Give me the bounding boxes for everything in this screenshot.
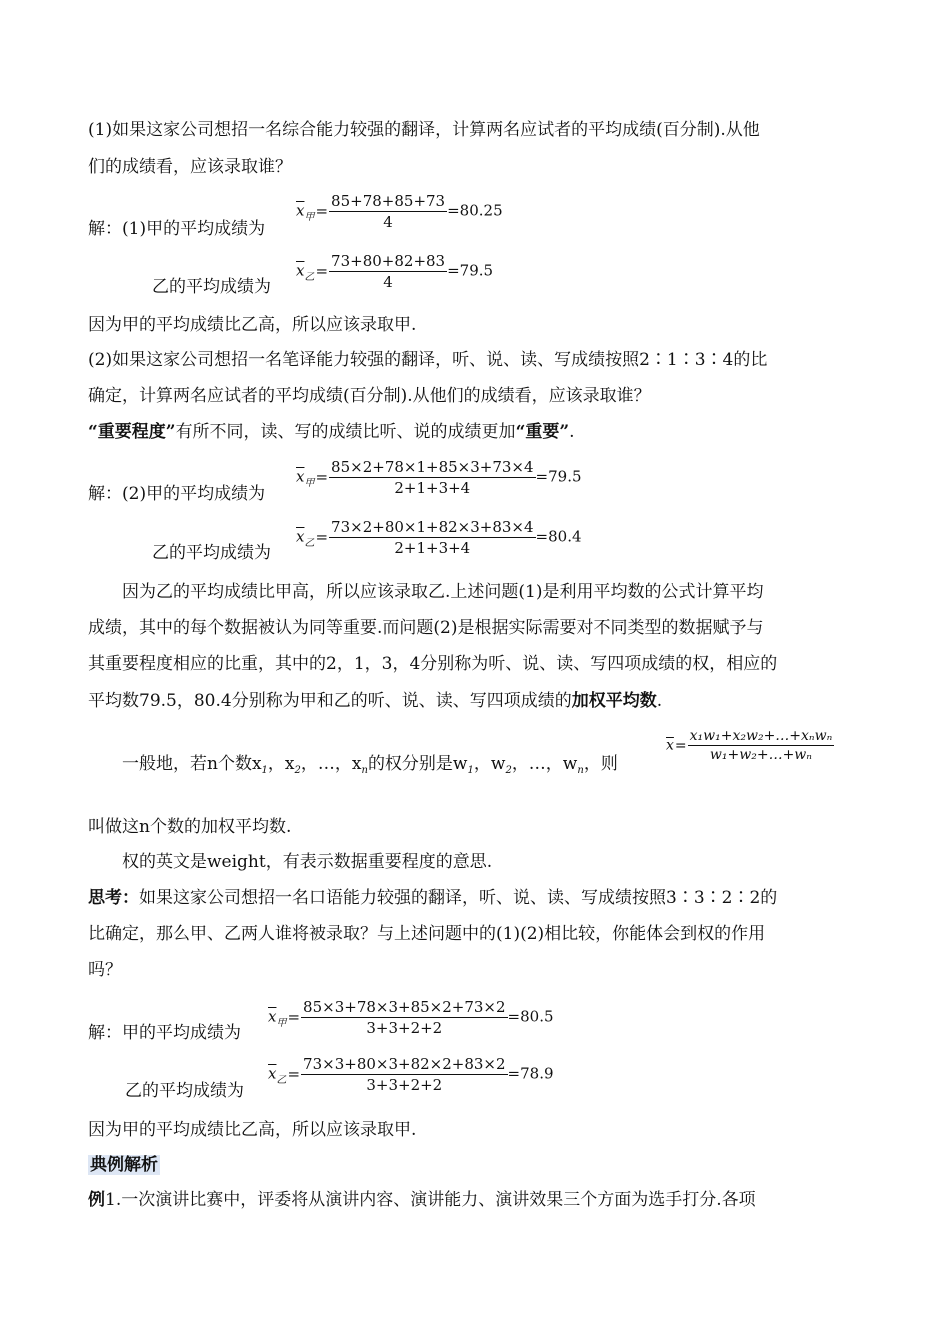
q2-line1: (2)如果这家公司想招一名笔译能力较强的翻译，听、说、读、写成绩按照2∶1∶3∶4的比 <box>88 350 768 370</box>
q1-conclusion: 因为甲的平均成绩比乙高，所以应该录取甲. <box>88 315 417 335</box>
weight-note: 权的英文是weight，有表示数据重要程度的意思. <box>122 852 493 872</box>
section-title: 典例解析 <box>90 1155 158 1175</box>
q2-emph-important: “重要” <box>515 422 570 442</box>
q1-formula-jia: $\overline{x}_甲=$ $\frac{85+78+85+73}{4}$ =80.25 <box>296 192 503 231</box>
q2-formula-yi: $\overline{x}_乙=$ $\frac{73\times 2+80\times 1+82\times 3+83\times 4}{2+1+3+4}$ =80.4 <box>296 518 582 557</box>
q2-emphasis-line: “重要程度”有所不同，读、写的成绩比听、说的成绩更加“重要”. <box>88 422 575 442</box>
general-definition: 一般地，若n个数$x_1$，$x_2$，…，$x_n$的权分别是$w_1$，$w_2$，…，$w_n$，则 <box>122 754 618 776</box>
para-line4: 平均数79.5，80.4分别称为甲和乙的听、说、读、写四项成绩的加权平均数. <box>88 691 663 711</box>
think-formula-yi: $\overline{x}_乙=$ $\frac{73\times 3+80\times 3+82\times 2+83\times 2}{3+3+2+2}$ =78.9 <box>268 1055 554 1094</box>
weighted-mean-formula: $\overline{x}=$ $\frac{\text{x₁w₁+x₂w₂+…+xₙwₙ}}{\text{w₁+w₂+…+wₙ}}$ <box>666 728 833 763</box>
think-conclusion: 因为甲的平均成绩比乙高，所以应该录取甲. <box>88 1120 417 1140</box>
think-line3: 吗？ <box>88 960 122 980</box>
q2-sol-jia-label: 解：(2)甲的平均成绩为 <box>88 484 266 504</box>
example-label: 例 <box>88 1190 105 1210</box>
q2-formula-jia: $\overline{x}_甲=$ $\frac{85\times 2+78\times 1+85\times 3+73\times 4}{2+1+3+4}$ =79.5 <box>296 458 582 497</box>
think-sol-jia-label: 解：甲的平均成绩为 <box>88 1023 241 1043</box>
q1-formula-yi: $\overline{x}_乙=$ $\frac{73+80+82+83}{4}$ =79.5 <box>296 252 494 291</box>
q2-sol-yi-label: 乙的平均成绩为 <box>152 543 271 563</box>
think-label: 思考： <box>88 888 139 908</box>
think-line2: 比确定，那么甲、乙两人谁将被录取？与上述问题中的(1)(2)相比较，你能体会到权的作用 <box>88 924 766 944</box>
example-1-line: 例1.一次演讲比赛中，评委将从演讲内容、演讲能力、演讲效果三个方面为选手打分.各项 <box>88 1190 756 1210</box>
think-line1: 思考：如果这家公司想招一名口语能力较强的翻译，听、说、读、写成绩按照3∶3∶2∶2的 <box>88 888 778 908</box>
think-formula-jia: $\overline{x}_甲=$ $\frac{85\times 3+78\times 3+85\times 2+73\times 2}{3+3+2+2}$ =80.5 <box>268 998 554 1037</box>
para-line1: 因为乙的平均成绩比甲高，所以应该录取乙.上述问题(1)是利用平均数的公式计算平均 <box>122 582 764 602</box>
q1-sol-yi-label: 乙的平均成绩为 <box>152 277 271 297</box>
q1-sol-jia-label: 解：(1)甲的平均成绩为 <box>88 219 266 239</box>
weighted-mean-term: 加权平均数 <box>571 691 657 711</box>
para-line2: 成绩，其中的每个数据被认为同等重要.而问题(2)是根据实际需要对不同类型的数据赋予与 <box>88 618 764 638</box>
q1-line2: 们的成绩看，应该录取谁？ <box>88 157 292 177</box>
q2-line2: 确定，计算两名应试者的平均成绩(百分制).从他们的成绩看，应该录取谁？ <box>88 386 651 406</box>
think-sol-yi-label: 乙的平均成绩为 <box>125 1081 244 1101</box>
q2-emph-importance: “重要程度” <box>88 422 176 442</box>
general-after: 叫做这n个数的加权平均数. <box>88 817 292 837</box>
q1-line1: (1)如果这家公司想招一名综合能力较强的翻译，计算两名应试者的平均成绩(百分制).从他 <box>88 120 760 140</box>
para-line3: 其重要程度相应的比重，其中的2，1，3，4分别称为听、说、读、写四项成绩的权，相应的 <box>88 654 778 674</box>
